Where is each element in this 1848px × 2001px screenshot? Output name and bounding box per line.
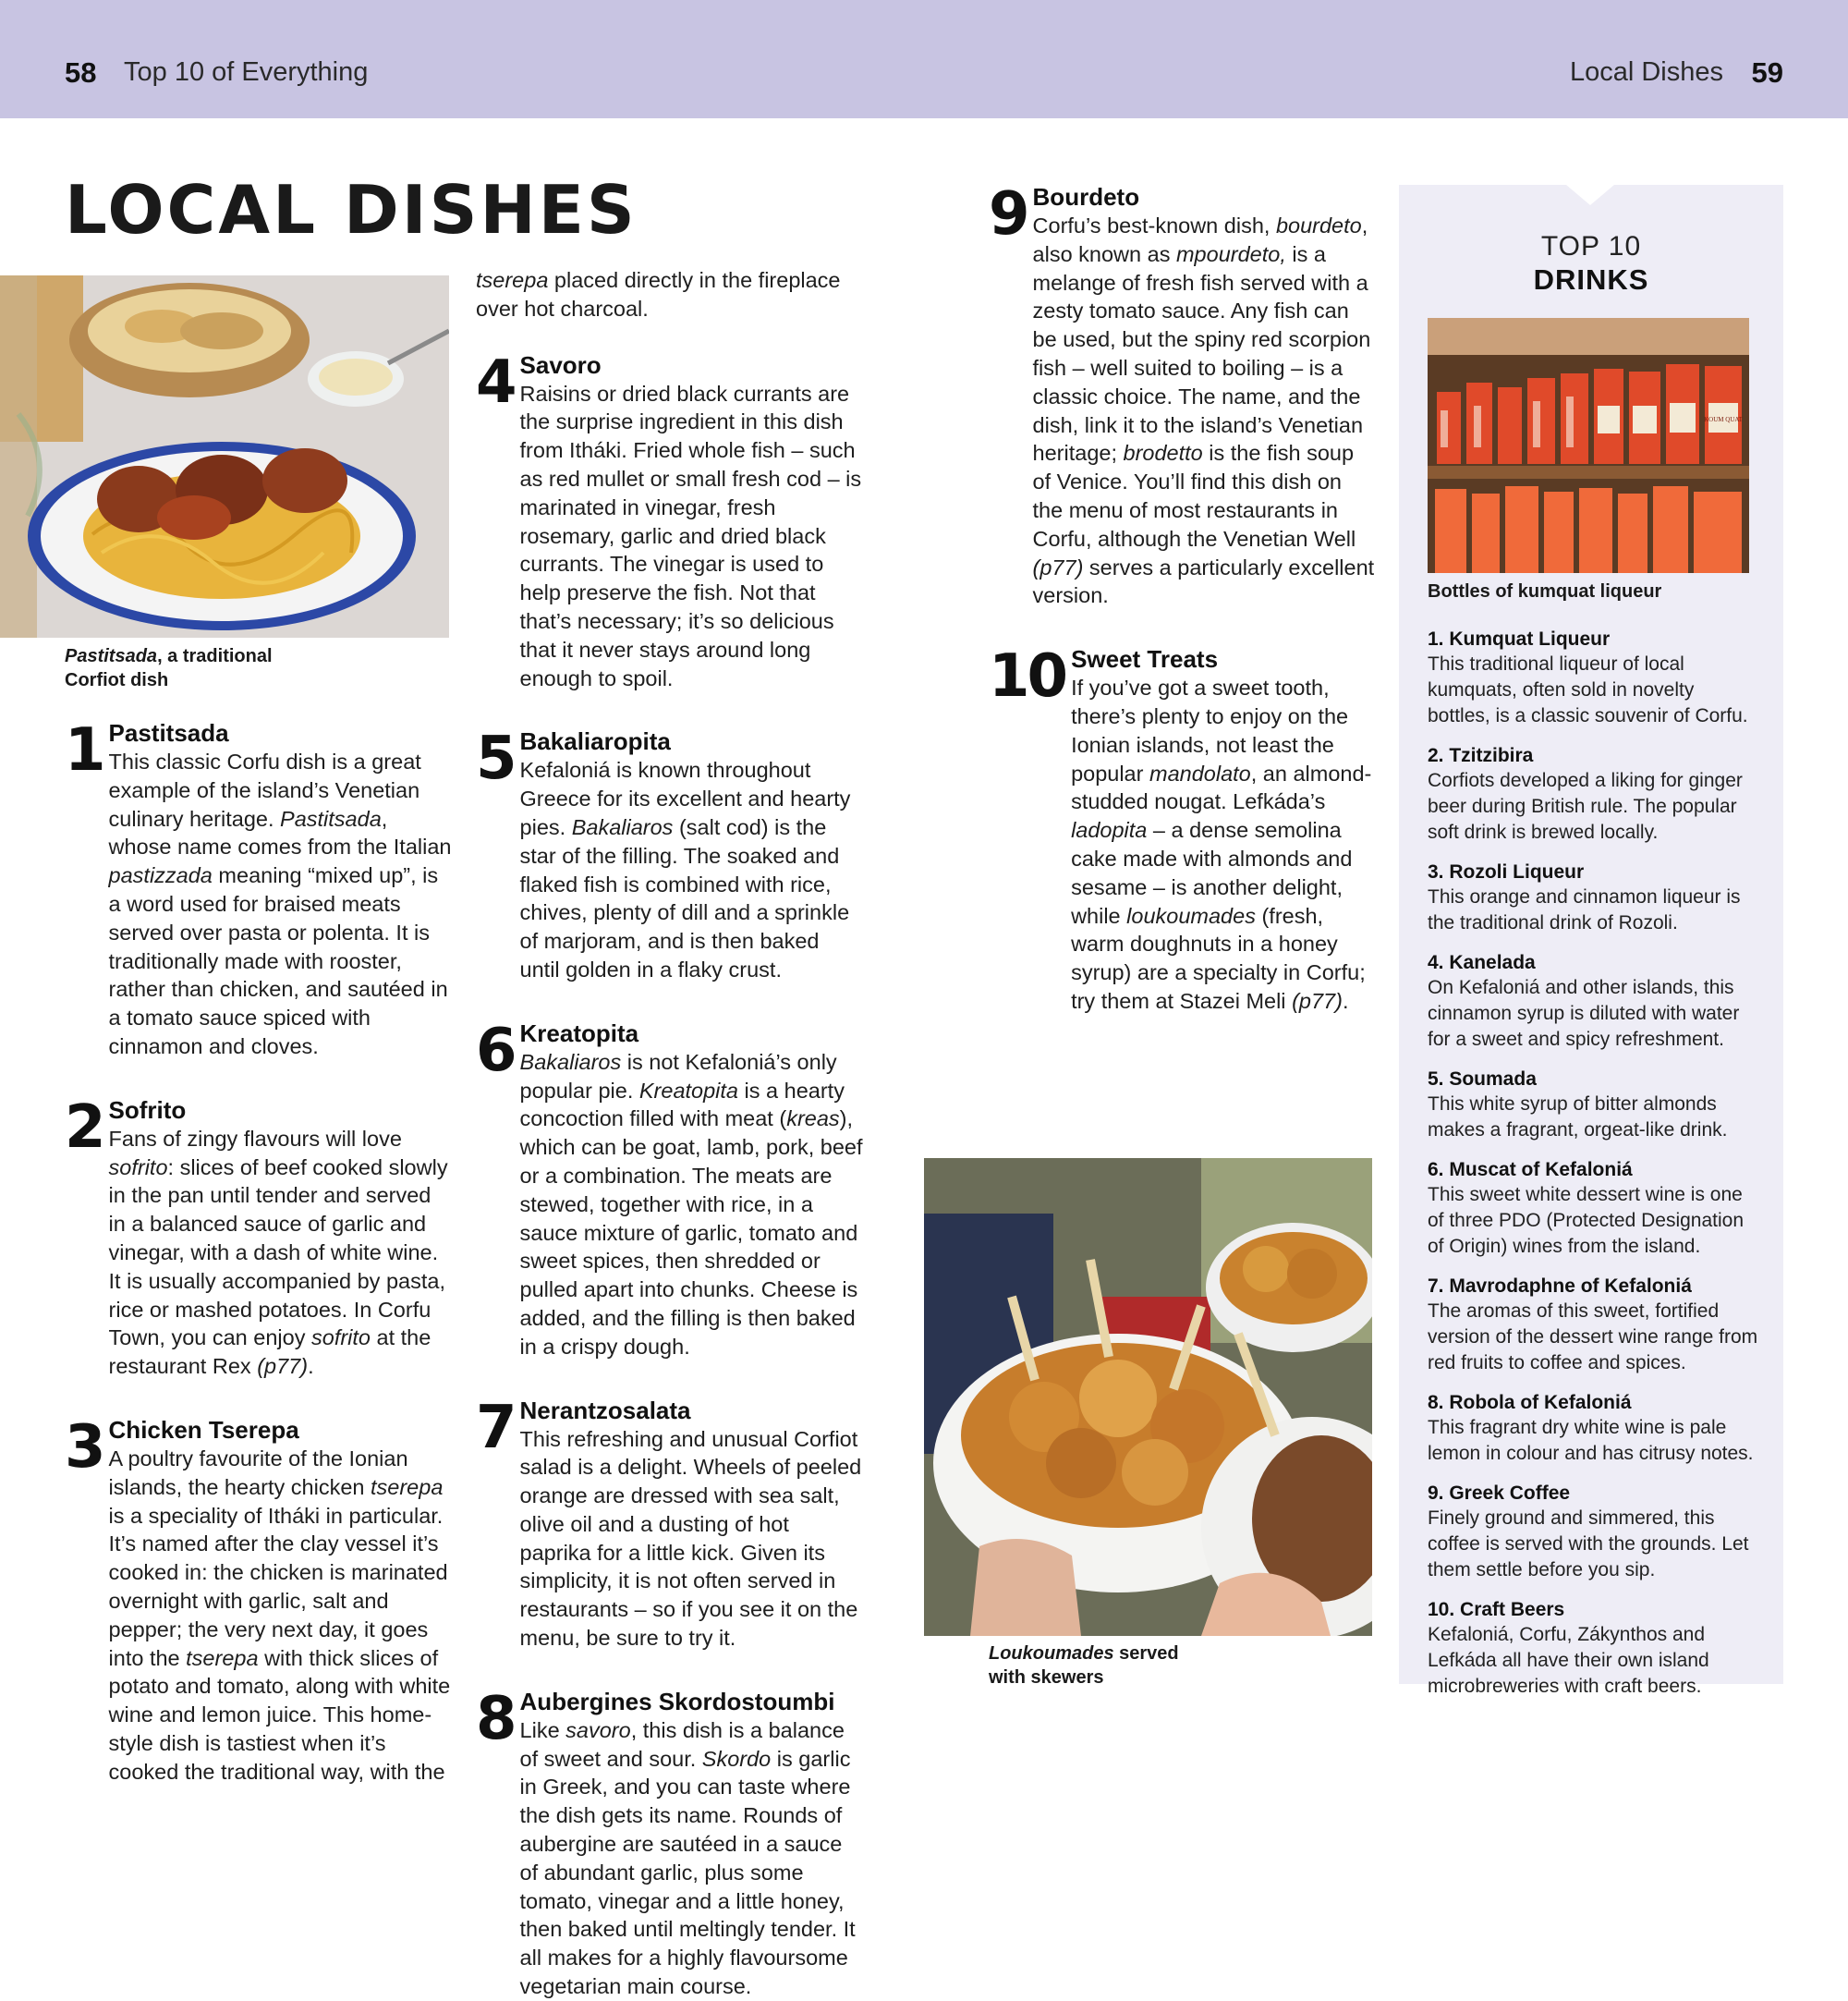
dish-entry-bakaliaropita bbox=[476, 727, 864, 983]
bottle-label-text: KOUM QUAT bbox=[1704, 416, 1743, 423]
drink-description: This traditional liqueur of local kumquats, often sold in novelty bottles, is a classic souvenir of Corfu. bbox=[1428, 653, 1748, 726]
drink-item bbox=[1428, 1597, 1760, 1700]
dish-description: Corfu’s best-known dish, bourdeto, also known as mpourdeto, is a melange of fresh fish served with a zesty tomato sauce. Any fish can be used, but the spiny red scorpion fish – well suited to boiling – is a classic choice. The name, and the dish, link it to the island’s Venetian heritage; brodetto is the fish soup of Venice. You’ll find this dish on the menu of most restaurants in Corfu, although the Venetian Well (p77) serves a particularly excellent version. bbox=[1032, 214, 1375, 608]
drink-description: This fragrant dry white wine is pale lemon in colour and has citrusy notes. bbox=[1428, 1417, 1754, 1464]
dish-description: Kefaloniá is known throughout Greece for its excellent and hearty pies. Bakaliaros (salt cod) is the star of the filling. The soaked and flaked fish is combined with rice, chives, plenty of dill and a sprinkle of marjoram, and is then baked until golden in a flaky crust. bbox=[519, 758, 851, 982]
drink-title: 8. Robola of Kefaloniá bbox=[1428, 1392, 1632, 1413]
sidebar-heading: DRINKS bbox=[1533, 263, 1649, 296]
drink-title: 6. Muscat of Kefaloniá bbox=[1428, 1159, 1633, 1180]
dish-title: Sweet Treats bbox=[1071, 645, 1219, 674]
drink-description: Corfiots developed a liking for ginger beer during British rule. The popular soft drink is brewed locally. bbox=[1428, 770, 1743, 843]
drink-description: The aromas of this sweet, fortified version of the dessert wine range from red fruits to coffee and spices. bbox=[1428, 1300, 1758, 1373]
drink-item bbox=[1428, 1481, 1760, 1583]
dish-number: 10 bbox=[989, 642, 1066, 712]
dish-entry-sofrito bbox=[65, 1092, 453, 1381]
dish-description: A poultry favourite of the Ionian islands, the hearty chicken tserepa is a speciality of Itháki in particular. It’s named after the clay vessel it’s cooked in: the chicken is marinated overnight with garlic, salt and pepper; the very next day, it goes into the tserepa with thick slices of potato and tomato, along with white wine and lemon juice. This home-style dish is tastiest when it’s cooked the traditional way, with the bbox=[108, 1446, 451, 1784]
loukoumades-photo-caption: Loukoumades served with skewers bbox=[989, 1643, 1179, 1688]
dish-number: 5 bbox=[476, 725, 515, 794]
dish-number: 2 bbox=[65, 1092, 103, 1162]
drink-description: Kefaloniá, Corfu, Zákynthos and Lefkáda all have their own island microbreweries with craft beers. bbox=[1428, 1624, 1709, 1697]
column-3 bbox=[989, 180, 1377, 1016]
drink-title: 5. Soumada bbox=[1428, 1068, 1537, 1090]
left-page-number: 58 bbox=[65, 56, 97, 89]
dish-description: If you’ve got a sweet tooth, there’s plenty to enjoy on the Ionian islands, not least the popular mandolato, an almond-studded nougat. Lefkáda’s ladopita – a dense semolina cake made with almonds and sesame – is another delight, while loukoumades (fresh, warm doughnuts in a honey syrup) are a specialty in Corfu; try them at Stazei Meli (p77). bbox=[1071, 676, 1372, 1013]
dish-title: Pastitsada bbox=[108, 719, 229, 747]
right-running-title: Local Dishes bbox=[1569, 57, 1723, 87]
dish-entry-nerantzosalata bbox=[476, 1393, 864, 1653]
dish-number: 4 bbox=[476, 348, 515, 417]
dish-entry-sweet-treats bbox=[989, 642, 1377, 1016]
dish-description: Bakaliaros is not Kefaloniá’s only popular pie. Kreatopita is a hearty concoction filled with meat (kreas), which can be goat, lamb, pork, beef or a combination. The meats are stewed, together with rice, in a sauce mixture of garlic, tomato and sweet spices, then shredded or pulled apart into chunks. Cheese is added, and the filling is then baked in a crispy dough. bbox=[519, 1049, 863, 1359]
sidebar-notch bbox=[1566, 185, 1614, 205]
drink-item bbox=[1428, 743, 1760, 846]
column-2 bbox=[476, 266, 864, 2001]
drink-item bbox=[1428, 1390, 1760, 1467]
drink-description: On Kefaloniá and other islands, this cinnamon syrup is diluted with water for a sweet and spicy refreshment. bbox=[1428, 977, 1740, 1050]
dish-description-continued: tserepa placed directly in the fireplace over hot charcoal. bbox=[476, 268, 841, 321]
dish-title: Chicken Tserepa bbox=[108, 1415, 299, 1444]
dish-title: Bakaliaropita bbox=[519, 727, 671, 756]
right-page-number: 59 bbox=[1751, 56, 1783, 89]
drink-description: Finely ground and simmered, this coffee is served with the grounds. Let them settle before you sip. bbox=[1428, 1507, 1749, 1580]
drink-title: 7. Mavrodaphne of Kefaloniá bbox=[1428, 1275, 1692, 1297]
dish-entry-bourdeto bbox=[989, 180, 1377, 610]
drink-item bbox=[1428, 1067, 1760, 1143]
pastitsada-photo-caption: Pastitsada, a traditional Corfiot dish bbox=[65, 646, 273, 690]
drink-description: This orange and cinnamon liqueur is the traditional drink of Rozoli. bbox=[1428, 886, 1741, 933]
dish-title: Bourdeto bbox=[1032, 183, 1140, 211]
dish-title: Aubergines Skordostoumbi bbox=[519, 1687, 835, 1715]
drinks-list bbox=[1428, 627, 1760, 1714]
dish-number: 6 bbox=[476, 1016, 515, 1085]
dish-number: 9 bbox=[989, 180, 1027, 249]
drink-item bbox=[1428, 1274, 1760, 1376]
drink-title: 2. Tzitzibira bbox=[1428, 745, 1534, 766]
dish-description: Raisins or dried black currants are the surprise ingredient in this dish from Itháki. Fried whole fish – such as red mullet or small fresh cod – is marinated in vinegar, fresh rosemary, garlic and dried black currants. The vinegar is used to help preserve the fish. Not that that’s necessary; it’s so delicious that it never stays around long enough to spoil. bbox=[519, 381, 862, 690]
dish-description: Like savoro, this dish is a balance of sweet and sour. Skordo is garlic in Greek, and you can taste where the dish gets its name. Rounds of aubergine are sautéed in a sauce of abundant garlic, plus some tomato, vinegar and a little honey, then baked until meltingly tender. It all makes for a highly flavoursome vegetarian main course. bbox=[519, 1717, 856, 1999]
dish-entry-pastitsada bbox=[65, 716, 453, 1061]
dish-description: This classic Corfu dish is a great example of the island’s Venetian culinary heritage. Pastitsada, whose name comes from the Italian pastizzada meaning “mixed up”, is a word used for braised meats served over pasta or polenta. It is traditionally made with rooster, rather than chicken, and sautéed in a tomato sauce spiced with cinnamon and cloves. bbox=[108, 750, 452, 1058]
left-running-title: Top 10 of Everything bbox=[124, 57, 369, 87]
column-1 bbox=[65, 716, 453, 1787]
page-title: LOCAL DISHES bbox=[65, 171, 638, 249]
kumquat-liqueur-photo bbox=[1428, 318, 1749, 573]
drink-title: 4. Kanelada bbox=[1428, 952, 1536, 973]
drink-description: This sweet white dessert wine is one of three PDO (Protected Designation of Origin) wines from the island. bbox=[1428, 1184, 1745, 1257]
drink-description: This white syrup of bitter almonds makes a fragrant, orgeat-like drink. bbox=[1428, 1093, 1728, 1141]
sidebar-heading-top: TOP 10 bbox=[1540, 231, 1642, 262]
drink-item bbox=[1428, 627, 1760, 729]
dish-number: 3 bbox=[65, 1412, 103, 1482]
loukoumades-photo bbox=[924, 1158, 1372, 1636]
drink-title: 1. Kumquat Liqueur bbox=[1428, 628, 1611, 650]
dish-entry-chicken-tserepa bbox=[65, 1412, 453, 1787]
dish-title: Sofrito bbox=[108, 1095, 187, 1124]
pastitsada-photo bbox=[0, 275, 449, 638]
drink-title: 9. Greek Coffee bbox=[1428, 1482, 1571, 1504]
dish-description: Fans of zingy flavours will love sofrito: slices of beef cooked slowly in the pan until tender and served in a balanced sauce of garlic and vinegar, with a dash of white wine. It is usually accompanied by pasta, rice or mashed potatoes. In Corfu Town, you can enjoy sofrito at the restaurant Rex (p77). bbox=[108, 1126, 448, 1379]
drink-item bbox=[1428, 950, 1760, 1053]
dish-title: Savoro bbox=[519, 350, 602, 379]
kumquat-photo-caption: Bottles of kumquat liqueur bbox=[1428, 581, 1662, 602]
dish-title: Nerantzosalata bbox=[519, 1396, 691, 1424]
drink-title: 3. Rozoli Liqueur bbox=[1428, 861, 1585, 883]
dish-number: 8 bbox=[476, 1684, 515, 1753]
dish-description: This refreshing and unusual Corfiot salad is a delight. Wheels of peeled orange are dressed with sea salt, olive oil and a dusting of hot paprika for a little kick. Given its simplicity, it is not often served in restaurants – so if you see it on the menu, be sure to try it. bbox=[519, 1426, 862, 1651]
drink-item bbox=[1428, 1157, 1760, 1260]
dish-number: 7 bbox=[476, 1393, 515, 1462]
drink-title: 10. Craft Beers bbox=[1428, 1599, 1565, 1620]
drink-item bbox=[1428, 860, 1760, 936]
dish-title: Kreatopita bbox=[519, 1019, 639, 1047]
dish-number: 1 bbox=[65, 716, 103, 785]
dish-entry-kreatopita bbox=[476, 1016, 864, 1361]
dish-entry-savoro bbox=[476, 348, 864, 693]
dish-entry-aubergines-skordostoumbi bbox=[476, 1684, 864, 2001]
